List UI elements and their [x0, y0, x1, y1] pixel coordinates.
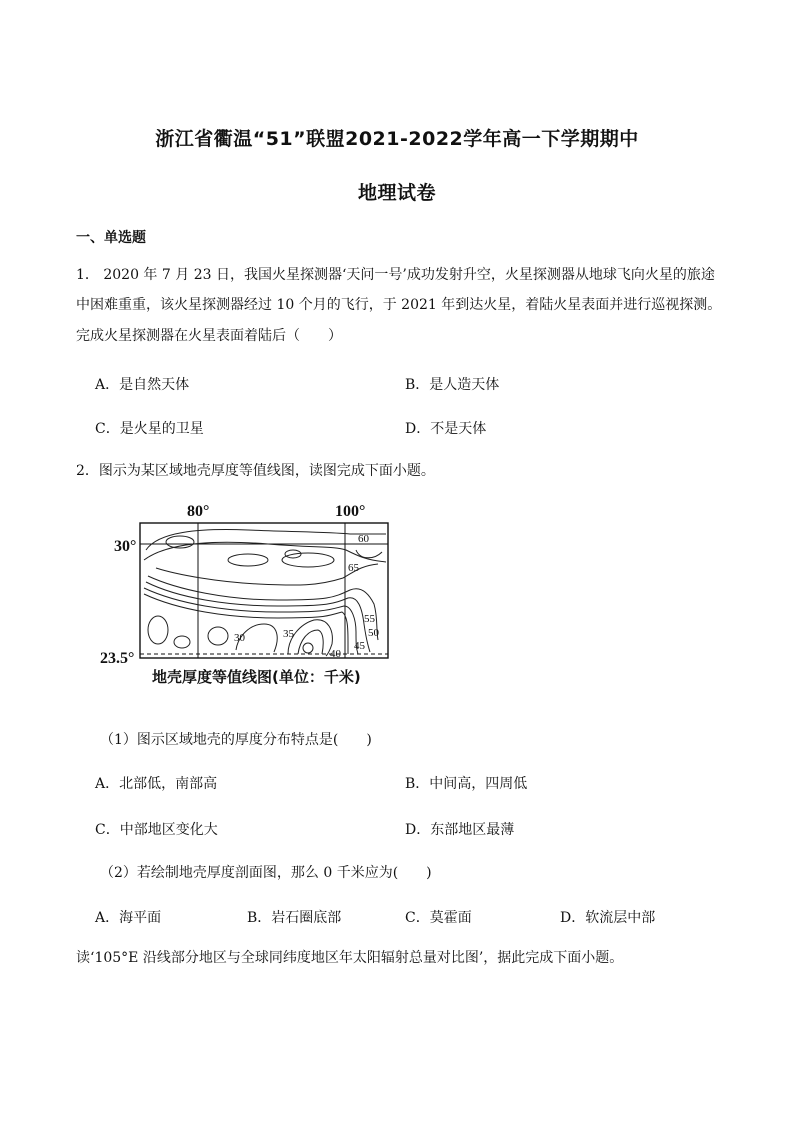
- contour-label-60: 60: [358, 533, 369, 545]
- question-1-option-c: C．是火星的卫星: [95, 421, 204, 437]
- contour-label-35: 35: [283, 628, 294, 640]
- question-1-option-a: A．是自然天体: [95, 377, 190, 393]
- question-2-sub-1-option-d: D．东部地区最薄: [405, 822, 515, 838]
- question-2-sub-1-option-b: B．中间高，四周低: [405, 776, 528, 792]
- contour-labels: [234, 533, 380, 660]
- contour-lines: [144, 530, 386, 656]
- page-title: 浙江省衢温“51”联盟2021-2022学年高一下学期期中: [155, 128, 639, 150]
- contour-label-50: 50: [368, 627, 379, 639]
- contour-label-55: 55: [364, 613, 375, 625]
- question-2-sub-2-option-c: C．莫霍面: [405, 910, 472, 926]
- question-2-sub-1-option-c: C．中部地区变化大: [95, 822, 218, 838]
- question-2-sub-2-stem: （2）若绘制地壳厚度剖面图，那么 0 千米应为( ): [100, 865, 432, 881]
- question-2-sub-1-option-a: A．北部低，南部高: [95, 776, 218, 792]
- latitude-label-30: 30°: [114, 538, 137, 555]
- contour-label-65: 65: [348, 562, 359, 574]
- question-2-intro: 2．图示为某区域地壳厚度等值线图，读图完成下面小题。: [76, 463, 435, 479]
- question-2-sub-2-option-d: D．软流层中部: [560, 910, 656, 926]
- longitude-label-100: 100°: [335, 503, 366, 520]
- map-caption: 地壳厚度等值线图(单位：千米): [152, 668, 361, 686]
- question-1-line-3: 完成火星探测器在火星表面着陆后（ ）: [76, 328, 342, 344]
- page-subtitle: 地理试卷: [357, 182, 436, 204]
- longitude-label-80: 80°: [187, 503, 210, 520]
- contour-label-40: 40: [330, 648, 341, 660]
- contour-label-30: 30: [234, 632, 245, 644]
- question-2-sub-1-stem: （1）图示区域地壳的厚度分布特点是( ): [100, 732, 372, 748]
- question-1-line-1: 1． 2020 年 7 月 23 日，我国火星探测器‘天问一号’成功发射升空，火星探测器从地球飞向火星的旅途: [76, 267, 715, 283]
- question-3-intro: 读‘105°E 沿线部分地区与全球同纬度地区年太阳辐射总量对比图’，据此完成下面小题。: [76, 950, 624, 966]
- question-1-option-d: D．不是天体: [405, 421, 487, 437]
- question-1-line-2: 中困难重重，该火星探测器经过 10 个月的飞行，于 2021 年到达火星，着陆火星表面并进行巡视探测。: [76, 297, 722, 313]
- question-2-sub-2-option-b: B．岩石圈底部: [247, 910, 342, 926]
- contour-label-45: 45: [354, 640, 365, 652]
- latitude-label-23-5: 23.5°: [100, 650, 135, 667]
- contour-map-svg: [138, 520, 390, 662]
- question-2-sub-2-option-a: A．海平面: [95, 910, 162, 926]
- question-1-option-b: B．是人造天体: [405, 377, 500, 393]
- section-heading: 一、单选题: [76, 230, 146, 246]
